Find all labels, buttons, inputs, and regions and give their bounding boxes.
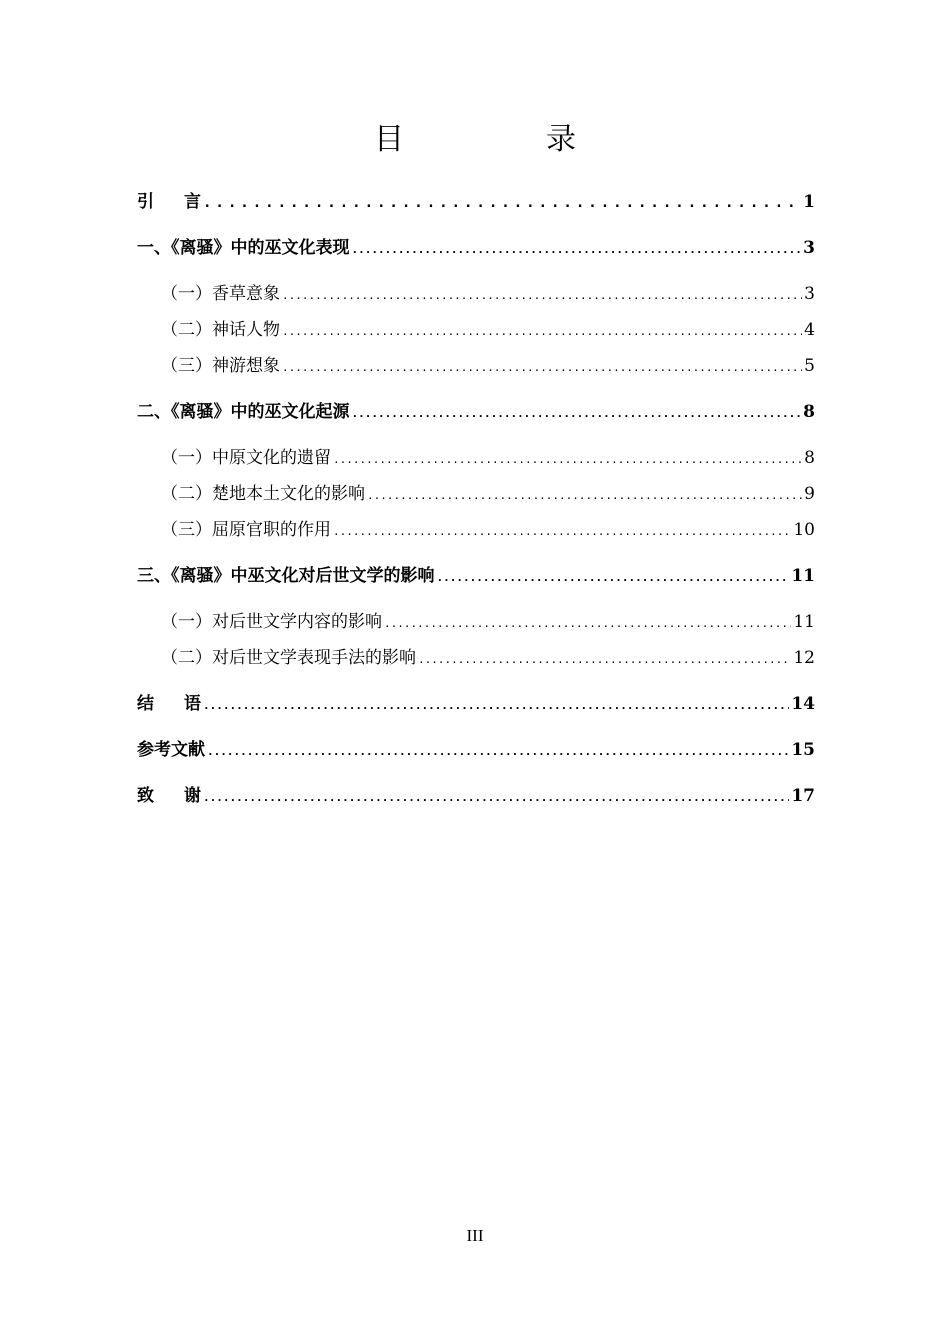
- toc-entry-label: （三）屈原官职的作用: [161, 520, 331, 540]
- toc-entry-label: 致谢: [137, 786, 201, 806]
- toc-entry-conclusion[interactable]: [137, 690, 815, 718]
- dot-leader: [282, 282, 802, 310]
- dot-leader: [207, 738, 789, 766]
- toc-entry-label: 二、《离骚》中的巫文化起源: [137, 402, 350, 422]
- toc-entry-chapter-1[interactable]: [137, 234, 815, 262]
- dot-leader: [203, 784, 789, 812]
- toc-entry-acknowledgements[interactable]: [137, 782, 815, 810]
- toc-entry-label: 三、《离骚》中巫文化对后世文学的影响: [137, 566, 435, 586]
- toc-entry-page: 3: [804, 284, 815, 304]
- dot-leader: [384, 610, 791, 638]
- toc-entry-page: 10: [793, 520, 815, 540]
- toc-entry-section-3-1[interactable]: [137, 608, 815, 636]
- toc-entry-chapter-2[interactable]: [137, 398, 815, 426]
- toc-entry-page: 14: [791, 694, 815, 714]
- toc-entry-label: 一、《离骚》中的巫文化表现: [137, 238, 350, 258]
- toc-entry-label: 引言: [137, 192, 201, 212]
- toc-entry-label: （一）中原文化的遗留: [161, 448, 331, 468]
- toc-entry-page: 4: [804, 320, 815, 340]
- toc-entry-section-2-3[interactable]: [137, 516, 815, 544]
- toc-entry-page: 15: [791, 740, 815, 760]
- toc-entry-page: 11: [793, 612, 815, 632]
- toc-entry-label: （二）神话人物: [161, 320, 280, 340]
- toc-entry-section-1-3[interactable]: [137, 352, 815, 380]
- toc-entry-label: （二）对后世文学表现手法的影响: [161, 648, 416, 668]
- dot-leader: [352, 236, 802, 264]
- toc-entry-references[interactable]: [137, 736, 815, 764]
- toc-entry-label: 参考文献: [137, 740, 205, 760]
- toc-entry-intro[interactable]: [137, 188, 815, 216]
- dot-leader: [333, 446, 802, 474]
- toc-entry-page: 12: [793, 648, 815, 668]
- toc-entry-label: （二）楚地本土文化的影响: [161, 484, 365, 504]
- dot-leader: [203, 692, 789, 720]
- dot-leader: [367, 482, 802, 510]
- toc-entry-label: 结语: [137, 694, 201, 714]
- dot-leader: [437, 564, 790, 592]
- toc-entry-page: 9: [804, 484, 815, 504]
- toc-entry-section-1-2[interactable]: [137, 316, 815, 344]
- toc-entry-label: （一）香草意象: [161, 284, 280, 304]
- toc-entry-page: 8: [803, 402, 815, 422]
- toc-entry-label: （三）神游想象: [161, 356, 280, 376]
- toc-entry-page: 17: [791, 786, 815, 806]
- toc-entry-section-2-1[interactable]: [137, 444, 815, 472]
- dot-leader: [282, 354, 802, 382]
- toc-entry-page: 8: [804, 448, 815, 468]
- dot-leader: [282, 318, 802, 346]
- dot-leader: [418, 646, 791, 674]
- toc-entry-chapter-3[interactable]: [137, 562, 815, 590]
- toc-entry-label: （一）对后世文学内容的影响: [161, 612, 382, 632]
- dot-leader: [203, 189, 801, 217]
- page-number: III: [466, 1226, 484, 1245]
- toc-entry-page: 1: [803, 192, 815, 212]
- dot-leader: [333, 518, 791, 546]
- dot-leader: [352, 400, 802, 428]
- toc-entry-section-1-1[interactable]: [137, 280, 815, 308]
- toc-entry-section-3-2[interactable]: [137, 644, 815, 672]
- table-of-contents: [137, 188, 815, 810]
- toc-entry-page: 5: [804, 356, 815, 376]
- page-title: 目 录: [374, 122, 632, 157]
- toc-entry-page: 3: [803, 238, 815, 258]
- toc-entry-section-2-2[interactable]: [137, 480, 815, 508]
- toc-entry-page: 11: [791, 566, 815, 586]
